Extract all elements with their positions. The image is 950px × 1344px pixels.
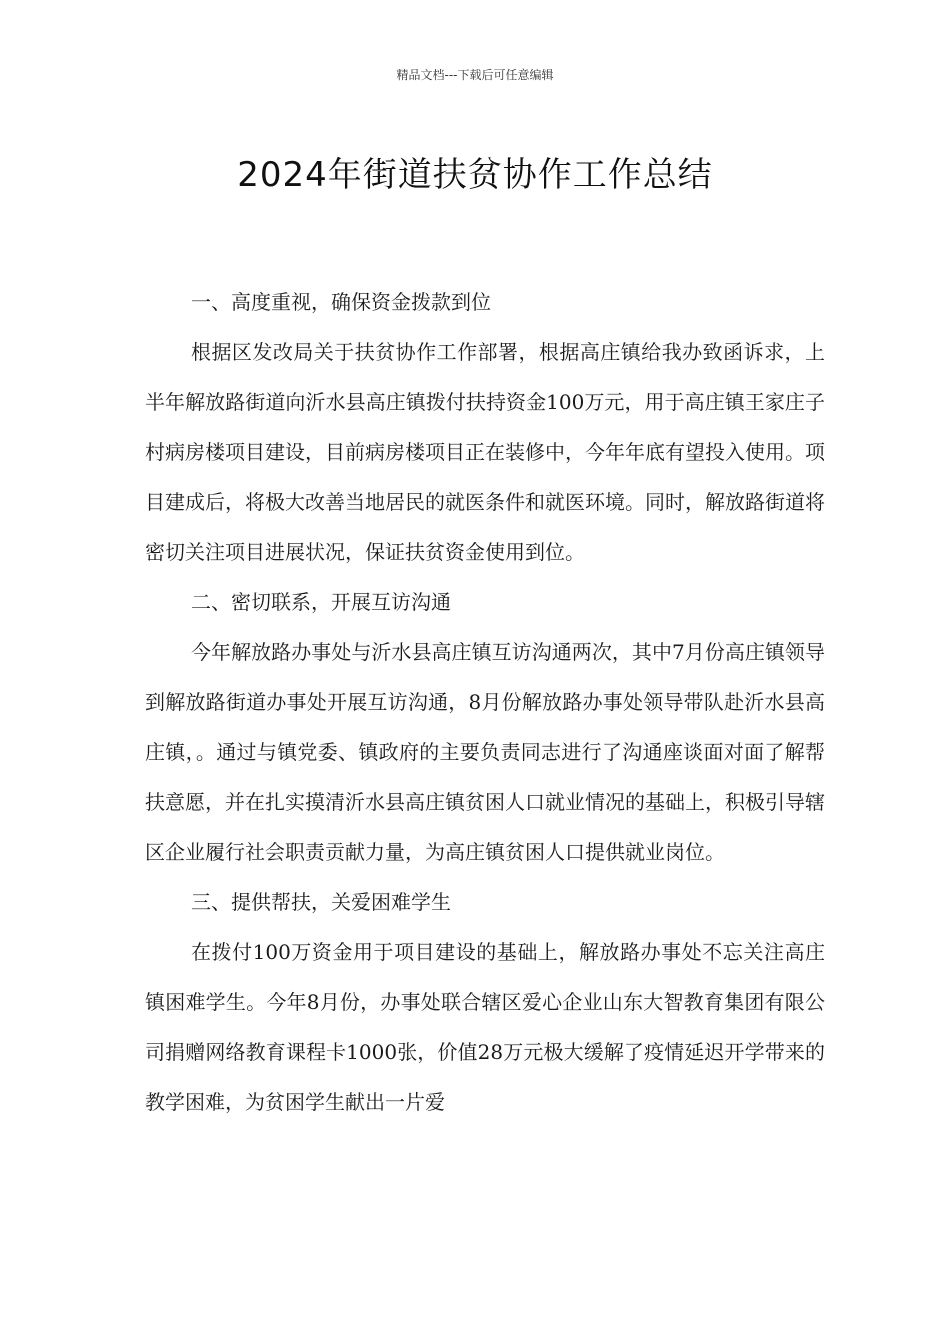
section-heading-1: 一、高度重视，确保资金拨款到位 bbox=[191, 290, 491, 314]
document-body bbox=[145, 277, 825, 1127]
header-note: 精品文档---下载后可任意编辑 bbox=[396, 68, 554, 82]
document-title: 2024年街道扶贫协作工作总结 bbox=[237, 154, 713, 195]
section-heading-2: 二、密切联系，开展互访沟通 bbox=[191, 590, 451, 614]
section-heading-3: 三、提供帮扶，关爱困难学生 bbox=[191, 890, 451, 914]
paragraph-1: 根据区发改局关于扶贫协作工作部署，根据高庄镇给我办致函诉求，上半年解放路街道向沂水县高庄镇拨付扶持资金100万元，用于高庄镇王家庄子村病房楼项目建设，目前病房楼项目正在装修中，今年年底有望投入使用。项目建成后，将极大改善当地居民的就医条件和就医环境。同时，解放路街道将密切关注项目进展状况，保证扶贫资金使用到位。 bbox=[145, 340, 825, 564]
paragraph-3: 在拨付100万资金用于项目建设的基础上，解放路办事处不忘关注高庄镇困难学生。今年8月份，办事处联合辖区爱心企业山东大智教育集团有限公司捐赠网络教育课程卡1000张，价值28万元极大缓解了疫情延迟开学带来的教学困难，为贫困学生献出一片爱 bbox=[145, 940, 825, 1114]
paragraph-2: 今年解放路办事处与沂水县高庄镇互访沟通两次，其中7月份高庄镇领导到解放路街道办事处开展互访沟通，8月份解放路办事处领导带队赴沂水县高庄镇，。通过与镇党委、镇政府的主要负责同志进行了沟通座谈面对面了解帮扶意愿，并在扎实摸清沂水县高庄镇贫困人口就业情况的基础上，积极引导辖区企业履行社会职责贡献力量，为高庄镇贫困人口提供就业岗位。 bbox=[145, 640, 825, 864]
